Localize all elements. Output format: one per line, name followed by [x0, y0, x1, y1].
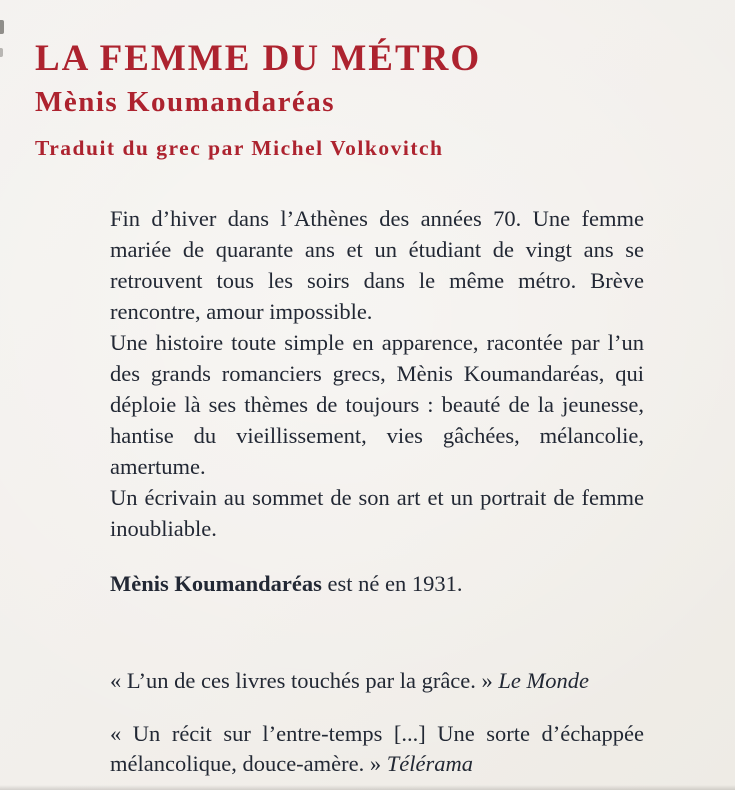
- synopsis-paragraph-3: Un écrivain au sommet de son art et un portrait de femme inoubliable.: [110, 485, 644, 541]
- quote-source: Le Monde: [498, 668, 590, 693]
- synopsis-paragraph-2: Une histoire toute simple en apparence, racontée par l’un des grands romanciers grecs, Mènis Koumandaréas, qui déploie là ses thèmes de toujours : beauté de la jeunesse, hantise du vieillissement, vies gâchées, mélancolie, amertume.: [110, 330, 644, 479]
- scan-edge-artifact: [0, 20, 4, 34]
- scan-edge-artifact: [0, 48, 3, 57]
- synopsis-block: [110, 203, 644, 544]
- quote-source: Télérama: [386, 751, 473, 776]
- press-quote-telerama: [110, 719, 644, 779]
- bio-text: est né en 1931.: [321, 571, 463, 596]
- book-author: Mènis Koumandaréas: [35, 86, 336, 118]
- author-name-bold: Mènis Koumandaréas: [110, 571, 322, 596]
- quote-text: « L’un de ces livres touchés par la grâce. »: [110, 668, 499, 693]
- book-title: LA FEMME DU MÉTRO: [35, 38, 482, 79]
- translation-credit: Traduit du grec par Michel Volkovitch: [35, 136, 444, 160]
- author-bio-line: [110, 568, 644, 599]
- quote-text: « Un récit sur l’entre-temps [...] Une sorte d’échappée mélancolique, douce-amère. »: [110, 721, 644, 776]
- press-quote-le-monde: [110, 666, 644, 696]
- synopsis-paragraph-1: Fin d’hiver dans l’Athènes des années 70. Une femme mariée de quarante ans et un étudiant de vingt ans se retrouvent tous les soirs dans le même métro. Brève rencontre, amour impossible.: [110, 206, 644, 324]
